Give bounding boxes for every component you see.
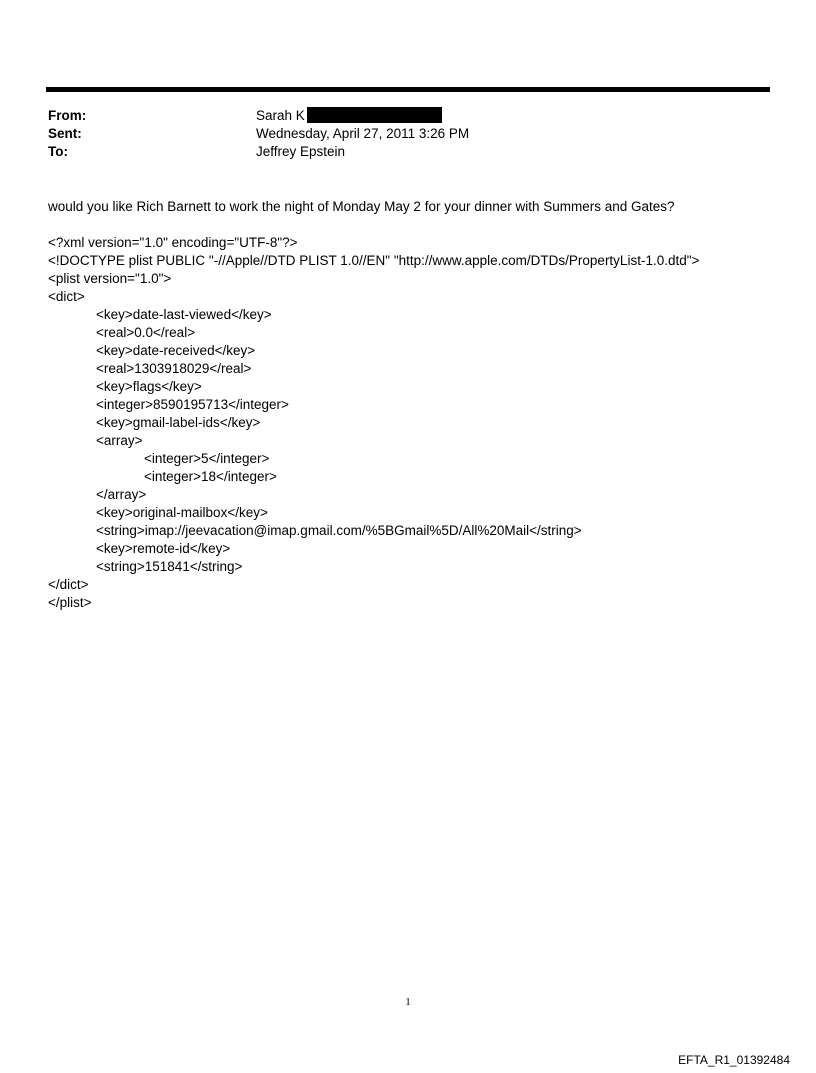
from-label: From:	[48, 108, 87, 123]
plist-line: <key>flags</key>	[96, 379, 202, 394]
plist-line: <array>	[96, 433, 143, 448]
page-number: 1	[405, 996, 411, 1008]
plist-line: </plist>	[48, 595, 92, 610]
plist-line: <key>original-mailbox</key>	[96, 505, 268, 520]
plist-line: <real>1303918029</real>	[96, 361, 252, 376]
sent-value: Wednesday, April 27, 2011 3:26 PM	[256, 126, 470, 141]
plist-line: <integer>18</integer>	[144, 469, 277, 484]
from-value	[256, 107, 442, 125]
plist-line: <?xml version="1.0" encoding="UTF-8"?>	[48, 235, 298, 250]
plist-line: <key>remote-id</key>	[96, 541, 231, 556]
plist-line: <key>date-last-viewed</key>	[96, 307, 272, 322]
to-label: To:	[48, 144, 68, 159]
plist-line: <integer>8590195713</integer>	[96, 397, 289, 412]
sender-name: Sarah K	[256, 108, 305, 123]
plist-line: <string>imap://jeevacation@imap.gmail.com/%5BGmail%5D/All%20Mail</string>	[96, 523, 582, 538]
redaction-box	[307, 107, 442, 123]
plist-line: <plist version="1.0">	[48, 271, 172, 286]
plist-line: <key>date-received</key>	[96, 343, 256, 358]
message-body: would you like Rich Barnett to work the night of Monday May 2 for your dinner with Summers and Gates?	[48, 199, 675, 214]
to-value: Jeffrey Epstein	[256, 144, 346, 159]
header-rule	[46, 87, 770, 92]
plist-line: <key>gmail-label-ids</key>	[96, 415, 261, 430]
plist-line: <!DOCTYPE plist PUBLIC "-//Apple//DTD PLIST 1.0//EN" "http://www.apple.com/DTDs/PropertyList-1.0.dtd">	[48, 253, 700, 268]
plist-line: <real>0.0</real>	[96, 325, 196, 340]
plist-line: </array>	[96, 487, 147, 502]
plist-line: <dict>	[48, 289, 85, 304]
plist-line: </dict>	[48, 577, 89, 592]
plist-line: <string>151841</string>	[96, 559, 243, 574]
document-id: EFTA_R1_01392484	[678, 1053, 790, 1067]
sent-label: Sent:	[48, 126, 82, 141]
plist-line: <integer>5</integer>	[144, 451, 270, 466]
